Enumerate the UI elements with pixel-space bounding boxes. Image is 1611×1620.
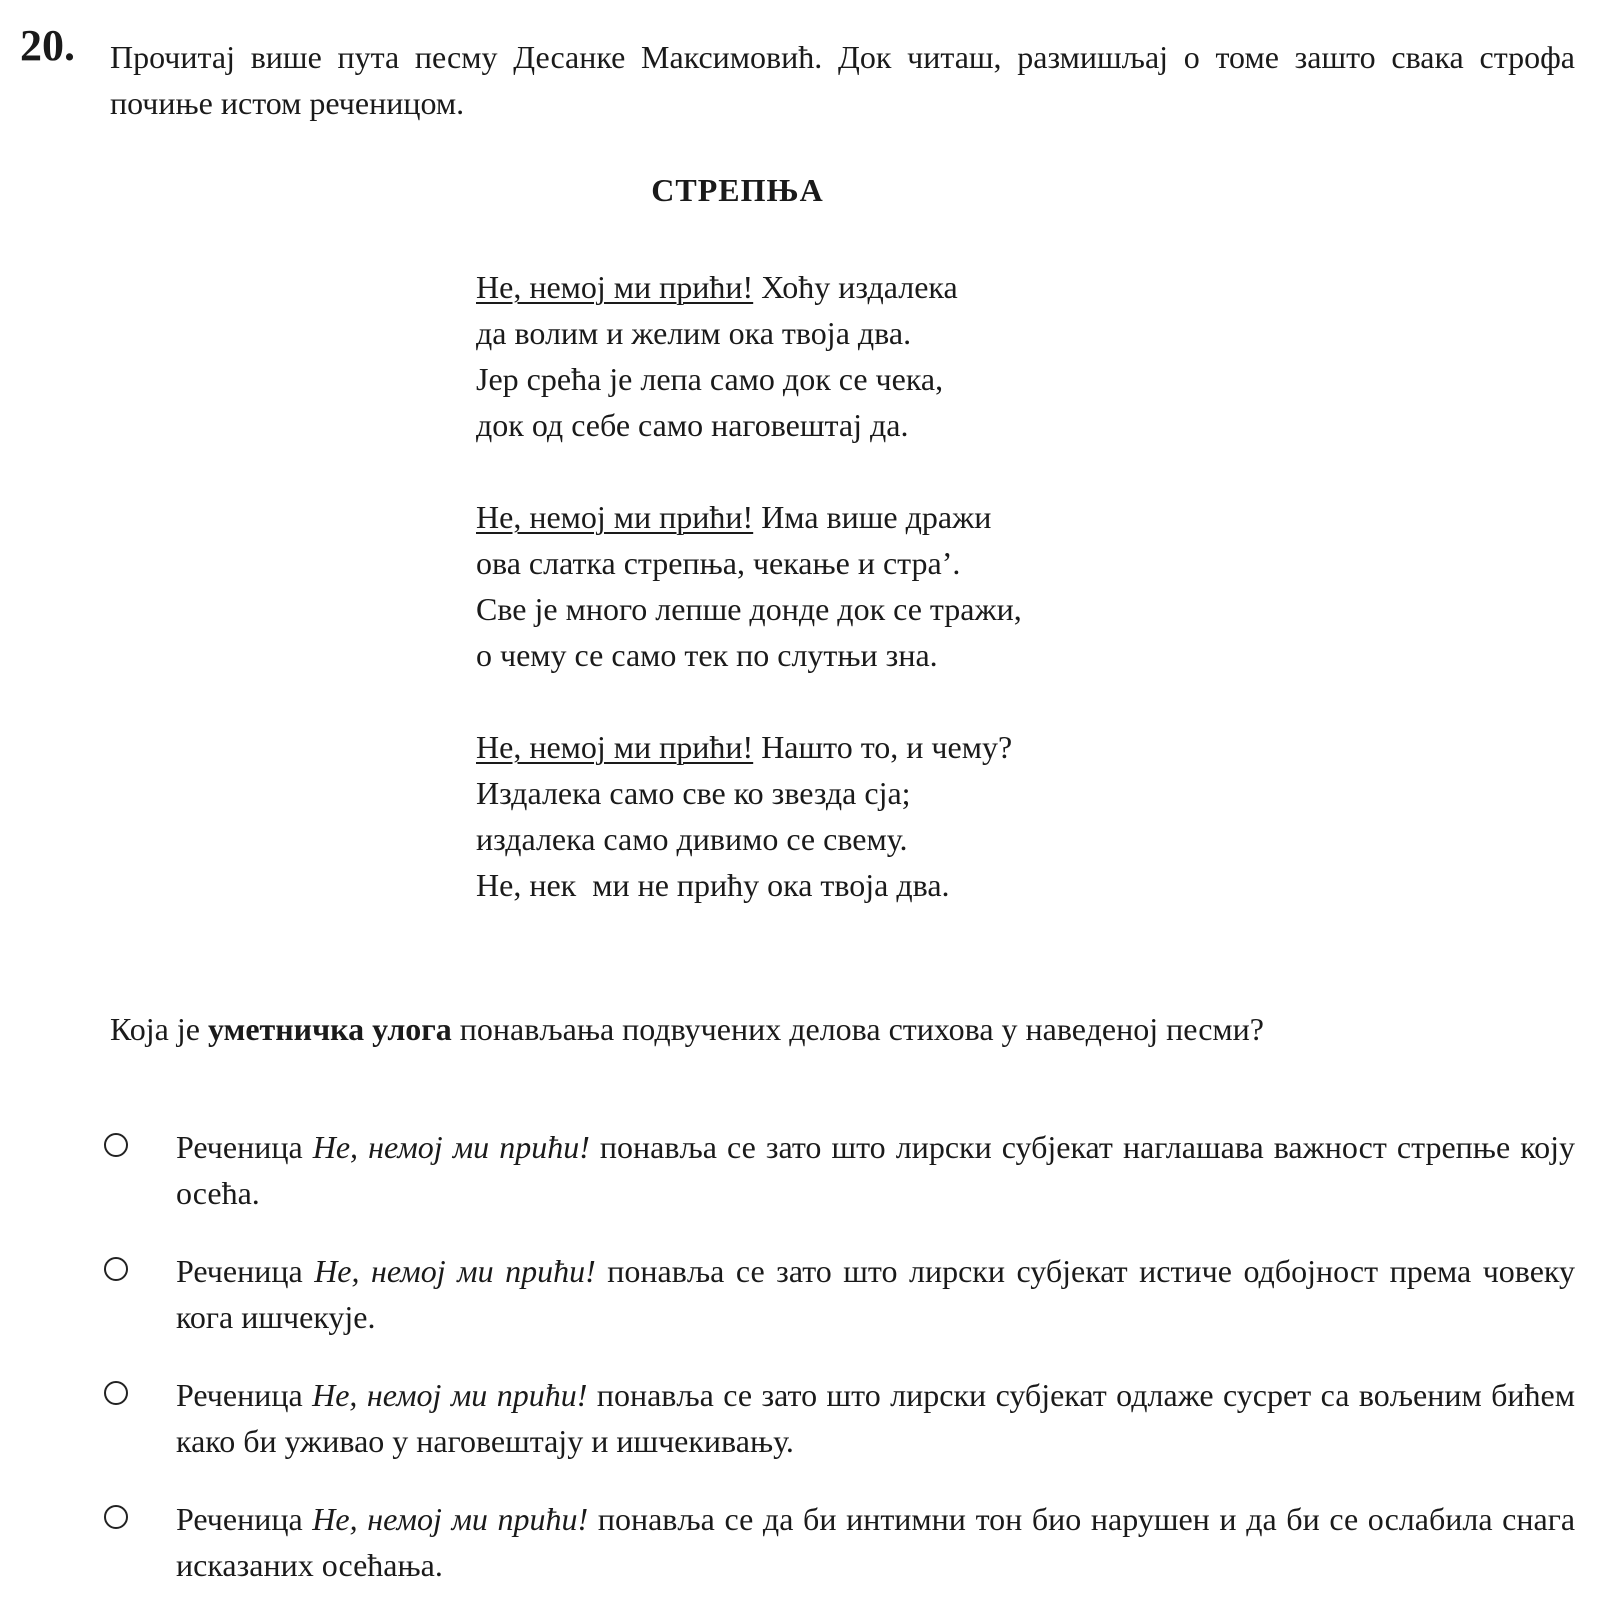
poem-line	[476, 264, 1022, 310]
option-italic-text: Не, немој ми прићи!	[314, 1253, 596, 1289]
poem-line: Јер срећа је лепа само док се чека,	[476, 361, 944, 397]
poem-line-rest: Хоћу издалека	[753, 269, 958, 305]
poem-line: Све је много лепше донде док се тражи,	[476, 591, 1022, 627]
radio-button[interactable]	[104, 1133, 128, 1157]
answer-option-3[interactable]	[100, 1372, 1575, 1464]
answer-options	[100, 1124, 1575, 1620]
poem-line: да волим и желим ока твоја два.	[476, 315, 912, 351]
poem-stanza-3	[476, 724, 1022, 908]
option-text: понавља се зато што лирски субјекат одлаже сусрет са вољеним бићем како би уживао у наговештају и ишчекивању.	[176, 1377, 1576, 1459]
radio-button[interactable]	[104, 1381, 128, 1405]
poem-line-rest: Има више дражи	[753, 499, 992, 535]
option-text: понавља се зато што лирски субјекат истиче одбојност према човеку кога ишчекује.	[176, 1253, 1576, 1335]
option-text: понавља се зато што лирски субјекат наглашава важност стрепње коју осећа.	[176, 1129, 1576, 1211]
underlined-refrain: Не, немој ми прићи!	[476, 269, 754, 305]
poem-line: док од себе само наговештај да.	[476, 407, 909, 443]
poem-line	[476, 494, 1022, 540]
option-text: Реченица	[176, 1377, 313, 1413]
poem-line: Не, нек ми не прићу ока твоја два.	[476, 867, 950, 903]
poem-stanza-1	[476, 264, 1022, 448]
poem-line	[476, 724, 1022, 770]
poem-line: о чему се само тек по слутњи зна.	[476, 637, 938, 673]
poem-line-rest: Нашто то, и чему?	[753, 729, 1013, 765]
option-italic-text: Не, немој ми прићи!	[312, 1129, 590, 1165]
prompt-text: Која је	[110, 1011, 208, 1047]
option-text: Реченица	[176, 1253, 315, 1289]
poem-line: Издалека само све ко звезда сја;	[476, 775, 911, 811]
question-number: 20.	[20, 21, 75, 70]
radio-button[interactable]	[104, 1257, 128, 1281]
question-prompt	[110, 1006, 1264, 1052]
option-italic-text: Не, немој ми прићи!	[312, 1501, 589, 1537]
poem-line: ова слатка стрепња, чекање и стра’.	[476, 545, 961, 581]
poem-body	[476, 264, 1022, 908]
prompt-text: понављања подвучених делова стихова у наведеној песми?	[451, 1011, 1264, 1047]
option-text: Реченица	[176, 1501, 313, 1537]
answer-option-1[interactable]	[100, 1124, 1575, 1216]
option-text: понавља се да би интимни тон био нарушен и да би се ослабила снага исказаних осећања.	[176, 1501, 1576, 1583]
option-text: Реченица	[176, 1129, 313, 1165]
answer-option-2[interactable]	[100, 1248, 1575, 1340]
option-italic-text: Не, немој ми прићи!	[312, 1377, 588, 1413]
poem-line: издалека само дивимо се свему.	[476, 821, 908, 857]
radio-button[interactable]	[104, 1505, 128, 1529]
underlined-refrain: Не, немој ми прићи!	[476, 729, 754, 765]
underlined-refrain: Не, немој ми прићи!	[476, 499, 754, 535]
poem-title: СТРЕПЊА	[651, 172, 824, 208]
prompt-bold-text: уметничка улога	[207, 1011, 452, 1047]
poem-stanza-2	[476, 494, 1022, 678]
question-instruction: Прочитај више пута песму Десанке Максимовић. Док читаш, размишљај о томе зашто свака строфа почиње истом реченицом.	[110, 39, 1575, 121]
answer-option-4[interactable]	[100, 1496, 1575, 1588]
